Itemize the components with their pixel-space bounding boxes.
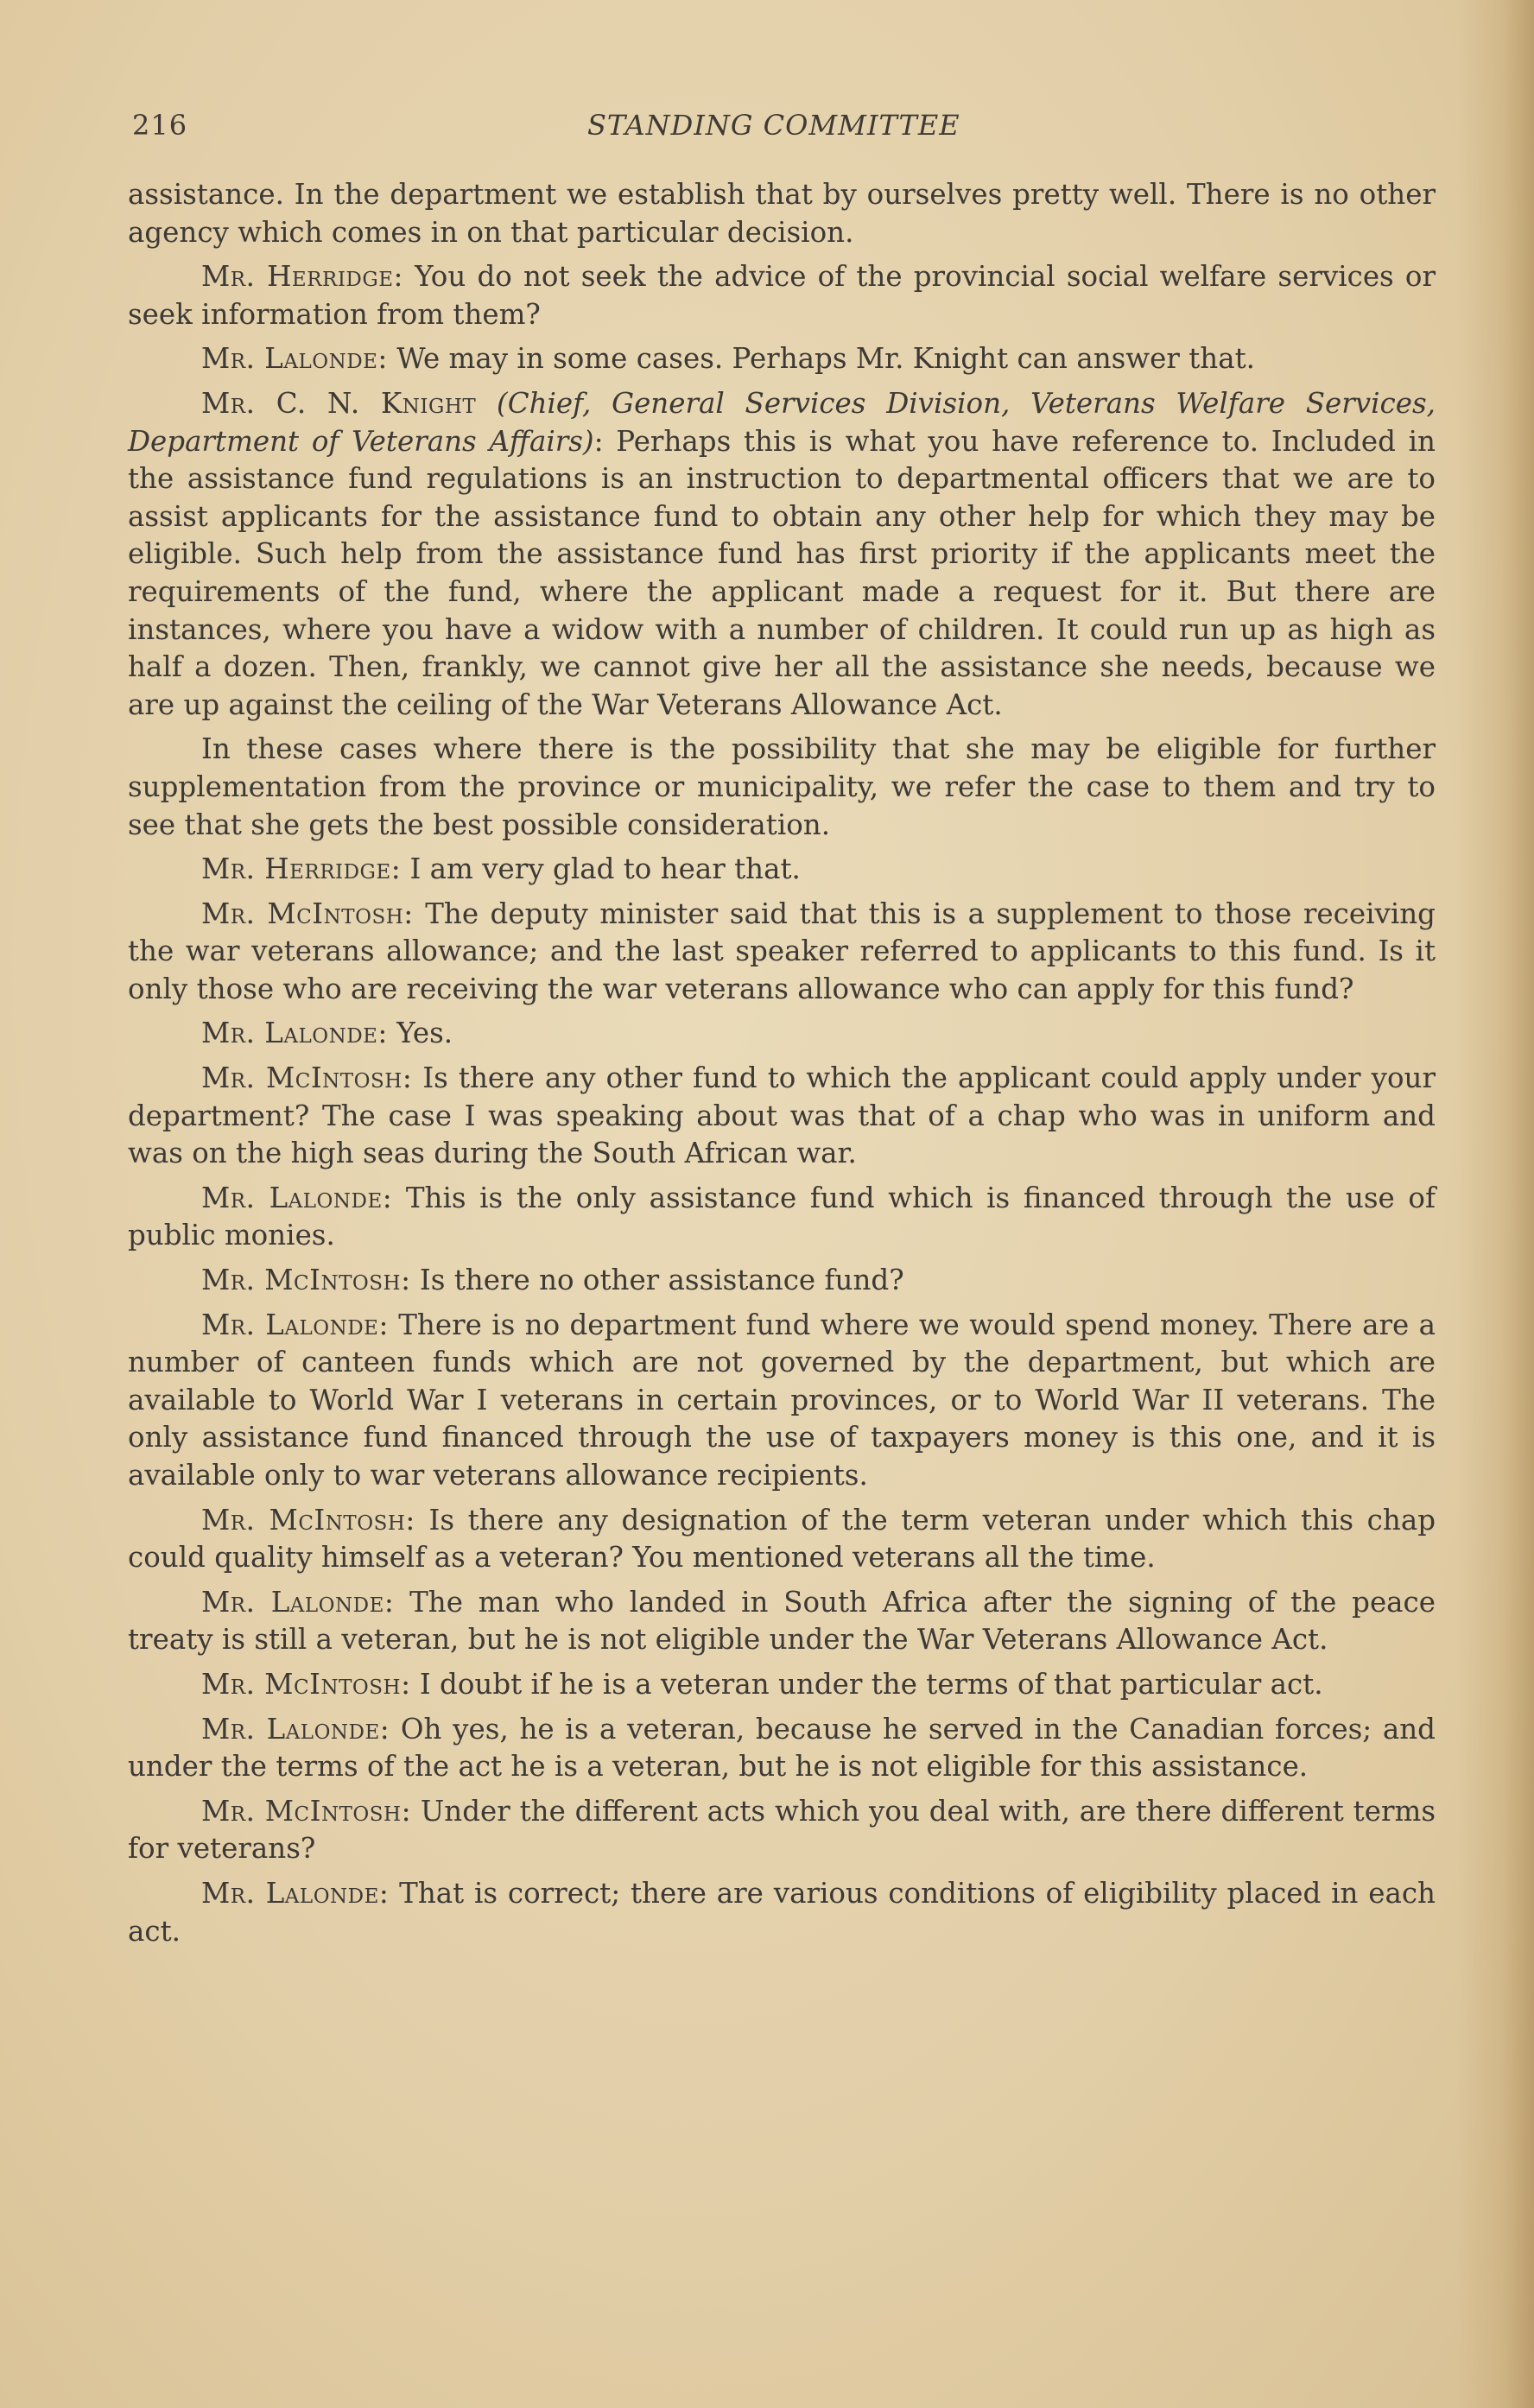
speaker-name: Mr. Lalonde: (201, 1181, 393, 1214)
speaker-name: Mr. Lalonde: (201, 1876, 390, 1910)
speaker-name: Mr. Lalonde: (201, 1308, 389, 1341)
speaker-name: Mr. C. N. Knight (201, 386, 477, 420)
page-shadow (1456, 0, 1534, 2408)
paragraph-text: In these cases where there is the possibility that she may be eligible for further supplementation from the province or municipality, we refer the case to them and try to see that she gets the best possible consideration. (128, 732, 1436, 841)
speaker-name: Mr. McIntosh: (201, 1667, 411, 1701)
speaker-name: Mr. McIntosh: (201, 1061, 413, 1095)
speaker-name: Mr. Lalonde: (201, 342, 388, 376)
speaker-name: Mr. McIntosh: (201, 1503, 415, 1537)
page-number: 216 (132, 109, 188, 142)
speaker-name: Mr. McIntosh: (201, 897, 414, 930)
transcript-body (128, 176, 1436, 1957)
paragraph (128, 340, 1436, 378)
page-header (0, 102, 1534, 154)
paragraph-text: Yes. (387, 1017, 453, 1050)
speaker-name: Mr. Lalonde: (201, 1585, 395, 1619)
paragraph-text: The deputy minister said that this is a supplement to those receiving the war veterans allowance; and the last speaker referred to applicants to this fund. Is it only those who are receiving the war veterans allowance who can apply for this fund? (128, 897, 1436, 1005)
speaker-name: Mr. Herridge: (201, 260, 403, 294)
paragraph-text: : Perhaps this is what you have reference to. Included in the assistance fund regulations is an instruction to departmental officers that we are to assist applicants for the assistance fund to obtain any other help for which they may be eligible. Such help from the assistance fund has first priority if the applicants meet the requirements of the fund, where the applicant made a request for it. But there are instances, where you have a widow with a number of children. It could run up as high as half a dozen. Then, frankly, we cannot give her all the assistance she needs, because we are up against the ceiling of the War Veterans Allowance Act. (128, 424, 1436, 721)
paragraph-text: The man who landed in South Africa after the signing of the peace treaty is still a veteran, but he is not eligible under the War Veterans Allowance Act. (128, 1585, 1436, 1657)
speaker-name: Mr. Lalonde: (201, 1017, 388, 1050)
paragraph (128, 1584, 1436, 1659)
paragraph (128, 1711, 1436, 1786)
paragraph (128, 1060, 1436, 1173)
paragraph-text: That is correct; there are various conditions of eligibility placed in each act. (128, 1876, 1436, 1948)
paragraph-text: assistance. In the department we establish that by ourselves pretty well. There is no other agency which comes in on that particular decision. (128, 178, 1436, 249)
paragraph (128, 258, 1436, 333)
paragraph-text: I am very glad to hear that. (401, 852, 801, 886)
paragraph (128, 1262, 1436, 1300)
paragraph-text: We may in some cases. Perhaps Mr. Knight can answer that. (387, 342, 1255, 376)
paragraph (128, 1015, 1436, 1053)
speaker-name: Mr. McIntosh: (201, 1264, 411, 1297)
paragraph (128, 896, 1436, 1009)
paragraph (128, 1502, 1436, 1577)
paragraph (128, 385, 1436, 724)
paragraph (128, 1875, 1436, 1950)
paragraph (128, 176, 1436, 251)
speaker-name: Mr. Lalonde: (201, 1712, 390, 1746)
paragraph-text: Is there any other fund to which the applicant could apply under your department? The case I was speaking about was that of a chap who was in uniform and was on the high seas during the South African war. (128, 1061, 1436, 1170)
paragraph (128, 1180, 1436, 1255)
paragraph (128, 1307, 1436, 1495)
paragraph-text: This is the only assistance fund which is financed through the use of public monies. (128, 1181, 1436, 1252)
paragraph (128, 731, 1436, 844)
paragraph (128, 1666, 1436, 1704)
paragraph (128, 851, 1436, 889)
paragraph-text: Is there no other assistance fund? (410, 1264, 904, 1297)
speaker-title: (Chief, General Services Division, Veterans Welfare Services, Department of Veterans Affairs) (128, 386, 1436, 458)
running-head: STANDING COMMITTEE (587, 109, 960, 142)
paragraph-text: Is there any designation of the term veteran under which this chap could quality himself as a veteran? You mentioned veterans all the time. (128, 1503, 1436, 1575)
speaker-name: Mr. Herridge: (201, 852, 402, 886)
paragraph-text: You do not seek the advice of the provincial social welfare services or seek information from them? (128, 260, 1436, 331)
paragraph-text: I doubt if he is a veteran under the terms of that particular act. (410, 1667, 1323, 1701)
paragraph-text: There is no department fund where we would spend money. There are a number of canteen funds which are not governed by the department, but which are available to World War I veterans in certain provinces, or to World War II veterans. The only assistance fund financed through the use of taxpayers money is this one, and it is available only to war veterans allowance recipients. (128, 1308, 1436, 1492)
paragraph-text: Oh yes, he is a veteran, because he served in the Canadian forces; and under the terms of the act he is a veteran, but he is not eligible for this assistance. (128, 1712, 1436, 1784)
paragraph-text: Under the different acts which you deal with, are there different terms for veterans? (128, 1794, 1436, 1866)
paragraph (128, 1793, 1436, 1868)
speaker-name: Mr. McIntosh: (201, 1794, 412, 1828)
